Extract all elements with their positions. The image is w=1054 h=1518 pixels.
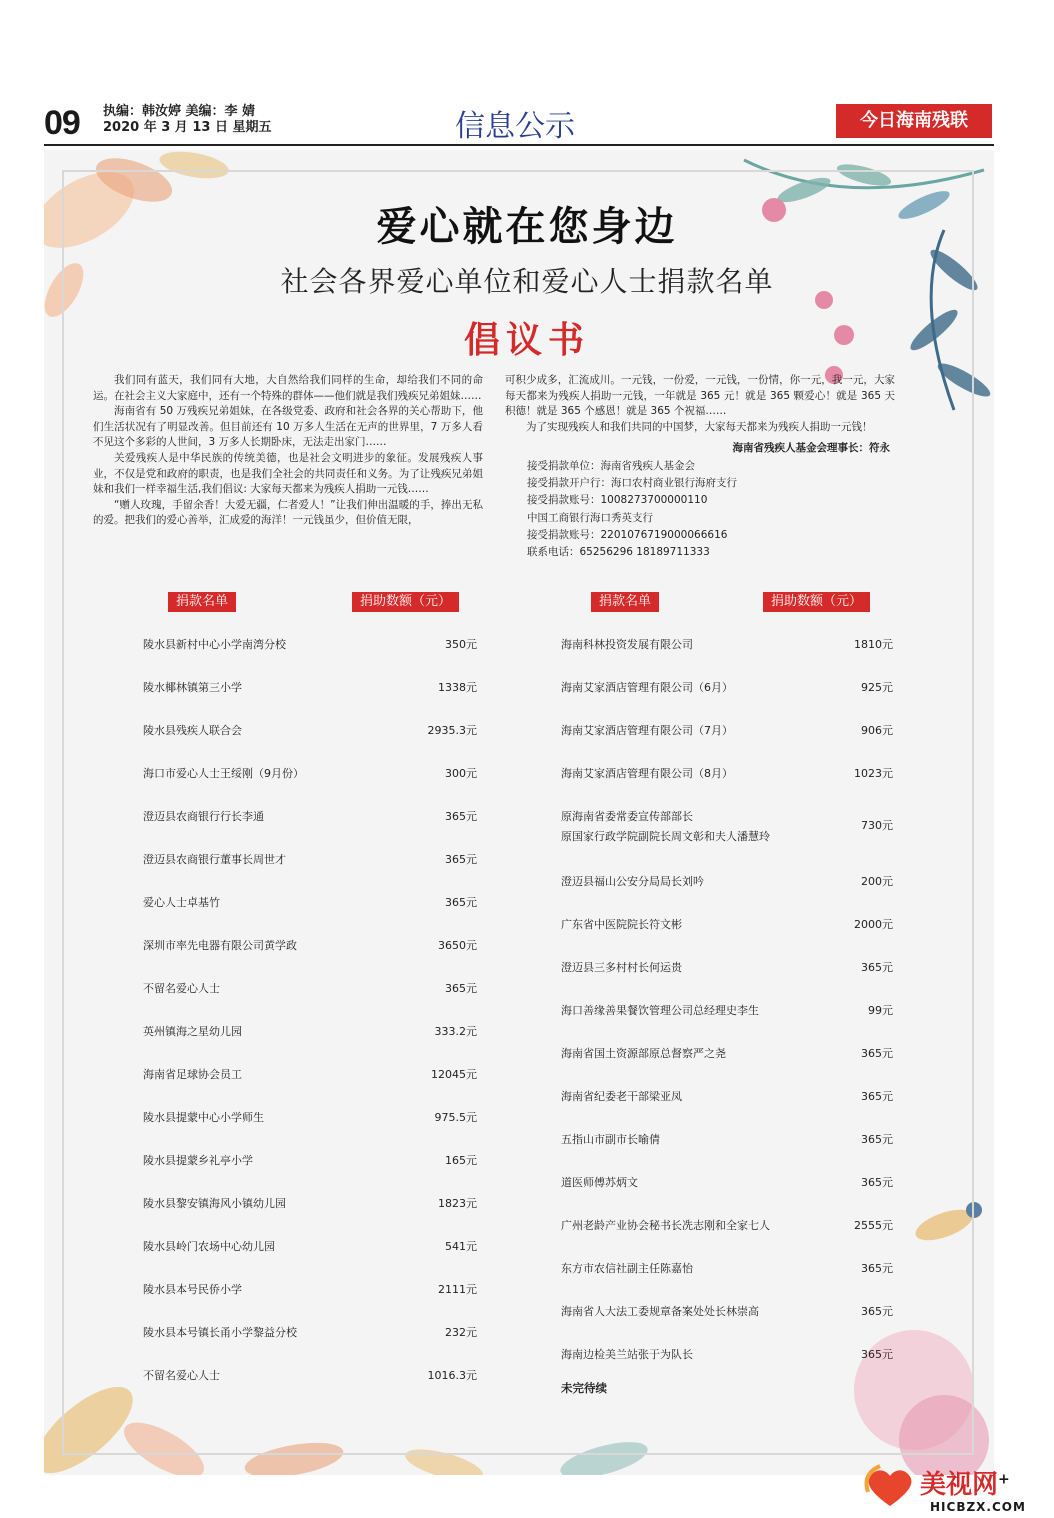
donor-amount: 3650元 [438,939,477,952]
paragraph: 关爱残疾人是中华民族的传统美德，也是社会文明进步的象征。发展残疾人事业，不仅是党和政府的职责，也是我们全社会的共同责任和义务。为了让残疾兄弟姐妹和我们一样幸福生活,我们倡议: 大家每天都来为残疾人捐助一元钱…… [93,451,483,496]
donor-name: 海口善缘善果餐饮管理公司总经理史李生 [561,1004,759,1017]
paragraph: 海南省有 50 万残疾兄弟姐妹，在各级党委、政府和社会各界的关心帮助下，他们生活状况有了明显改善。但目前还有 10 万多人生活在无声的世界里，7 万多人看不见这个多彩的人世间，3 万多人长期卧床，无法走出家门…… [93,405,483,449]
contact-line: 接受捐款开户行：海口农村商业银行海府支行 [527,477,737,490]
signature: 海南省残疾人基金会理事长：符永 [732,442,890,454]
donor-name: 陵水县提蒙中心小学师生 [143,1111,264,1124]
donor-amount: 1338元 [438,681,477,694]
donor-amount: 1016.3元 [427,1369,477,1382]
donor-name: 海南省国土资源部原总督察严之尧 [561,1047,726,1060]
contact-info [527,458,737,561]
donor-name: 海南边检美兰站张于为队长 [561,1348,693,1361]
paragraph: 我们同有蓝天，我们同有大地，大自然给我们同样的生命，却给我们不同的命运。在社会主义大家庭中，还有一个特殊的群体——他们就是我们残疾兄弟姐妹…… [93,374,483,402]
editors-info [103,104,271,136]
donor-amount: 12045元 [431,1068,477,1081]
donor-amount: 2555元 [854,1219,893,1232]
donor-amount: 365元 [861,961,893,974]
editors-line: 执编：韩汝婷 美编：李 婧 [103,104,256,119]
donor-name: 澄迈县三多村村长何运贵 [561,961,682,974]
amount-header-tag: 捐助数额（元） [352,592,459,612]
donor-name-line2: 原国家行政学院副院长周文彰和夫人潘慧玲 [561,830,770,843]
donor-name: 爱心人士卓基竹 [143,896,220,909]
brand-badge: 今日海南残联 [836,104,992,138]
watermark-plus: + [998,1471,1010,1488]
donor-amount: 1823元 [438,1197,477,1210]
subtitle: 社会各界爱心单位和爱心人士捐款名单 [280,265,774,298]
donor-amount: 365元 [445,982,477,995]
donor-amount: 365元 [445,810,477,823]
donor-amount: 541元 [445,1240,477,1253]
donor-amount: 200元 [861,875,893,888]
donor-amount: 365元 [861,1176,893,1189]
donor-amount: 365元 [861,1305,893,1318]
name-header-tag: 捐款名单 [591,592,659,612]
donor-amount: 925元 [861,681,893,694]
amount-header-tag: 捐助数额（元） [763,592,870,612]
donor-name: 澄迈县福山公安分局局长刘吟 [561,875,704,888]
date-line: 2020 年 3 月 13 日 星期五 [103,120,272,135]
contact-line: 联系电话：65256296 18189711333 [527,546,710,559]
donor-name: 澄迈县农商银行董事长周世才 [143,853,286,866]
donor-name: 广东省中医院院长符文彬 [561,918,682,931]
section-title: 信息公示 [455,109,575,144]
donor-amount: 365元 [861,1262,893,1275]
donor-name: 广州老龄产业协会秘书长冼志刚和全家七人 [561,1219,770,1232]
donor-name: 深圳市率先电器有限公司黄学政 [143,939,297,952]
donor-name: 不留名爱心人士 [143,982,220,995]
donor-amount: 99元 [868,1004,893,1017]
proposal-right-column [505,373,895,435]
donor-amount: 300元 [445,767,477,780]
watermark-text: 美视网+ [920,1470,1010,1500]
donor-name: 澄迈县农商银行行长李通 [143,810,264,823]
donor-name: 陵水县岭门农场中心幼儿园 [143,1240,275,1253]
donor-name: 道医师傅苏炳文 [561,1176,638,1189]
main-title: 爱心就在您身边 [376,204,678,250]
donor-amount: 906元 [861,724,893,737]
donor-name: 英州镇海之星幼儿园 [143,1025,242,1038]
donor-name: 陵水县黎安镇海风小镇幼儿园 [143,1197,286,1210]
paragraph: 可积少成多，汇流成川。一元钱，一份爱，一元钱，一份情，你一元，我一元，大家每天都来为残疾人捐助一元钱，一年就是 365 元！就是 365 颗爱心！就是 365 天积德！就是 365 个感恩！就是 365 个祝福…… [505,374,895,418]
donor-name: 海口市爱心人士王绥刚（9月份） [143,767,304,780]
proposal-title: 倡议书 [463,319,590,361]
donor-amount: 365元 [861,1090,893,1103]
donor-amount: 365元 [861,1133,893,1146]
paragraph: “赠人玫瑰，手留余香！大爱无疆，仁者爱人！”让我们伸出温暖的手，捧出无私的爱。把我们的爱心善举，汇成爱的海洋！一元钱虽少，但价值无限， [93,498,483,527]
donor-name: 陵水县本号镇长甬小学黎益分校 [143,1326,297,1339]
donor-name: 不留名爱心人士 [143,1369,220,1382]
donor-amount: 2111元 [438,1283,477,1296]
donor-name: 海南省人大法工委规章备案处处长林崇高 [561,1305,759,1318]
contact-line: 中国工商银行海口秀英支行 [527,511,653,524]
donor-amount: 730元 [861,819,893,832]
donor-amount: 1023元 [854,767,893,780]
contact-line: 接受捐款单位：海南省残疾人基金会 [527,460,695,472]
donor-name: 海南省纪委老干部梁亚凤 [561,1090,682,1103]
header-rule [44,144,994,146]
donor-name: 陵水县新村中心小学南湾分校 [143,638,286,651]
donor-amount: 350元 [445,638,477,651]
continued-note: 未完待续 [561,1381,607,1395]
donor-name: 海南科林投资发展有限公司 [561,638,693,651]
donor-name: 原海南省委常委宣传部部长 [561,810,693,823]
donor-amount: 232元 [445,1326,477,1339]
watermark-domain: HICBZX.COM [930,1500,1026,1514]
contact-line: 接受捐款账号：2201076719000066616 [527,528,728,541]
paragraph: 为了实现残疾人和我们共同的中国梦，大家每天都来为残疾人捐助一元钱！ [526,420,873,433]
donor-name: 陵水县残疾人联合会 [143,724,242,737]
donor-amount: 365元 [861,1348,893,1361]
donor-amount: 165元 [445,1154,477,1167]
proposal-left-column [93,373,483,529]
contact-line: 接受捐款账号：1008273700000110 [527,494,708,507]
donor-amount: 365元 [445,896,477,909]
donor-amount: 365元 [861,1047,893,1060]
donor-name: 陵水县提蒙乡礼亭小学 [143,1154,253,1167]
donor-name: 陵水县本号民侨小学 [143,1283,242,1296]
donor-name: 五指山市副市长喻倩 [561,1133,660,1146]
donor-amount: 2935.3元 [427,724,477,737]
donor-name: 陵水椰林镇第三小学 [143,681,242,694]
donor-amount: 1810元 [854,638,893,651]
donor-name: 海南省足球协会员工 [143,1068,242,1081]
donor-amount: 333.2元 [434,1025,477,1038]
donor-amount: 975.5元 [434,1111,477,1124]
donor-amount: 365元 [445,853,477,866]
donor-name: 海南艾家酒店管理有限公司（7月） [561,724,733,737]
page-number: 09 [44,104,80,142]
donor-name: 东方市农信社副主任陈嘉怡 [561,1262,693,1275]
name-header-tag: 捐款名单 [168,592,236,612]
donor-name: 海南艾家酒店管理有限公司（8月） [561,767,733,780]
donor-name: 海南艾家酒店管理有限公司（6月） [561,681,733,694]
donor-amount: 2000元 [854,918,893,931]
